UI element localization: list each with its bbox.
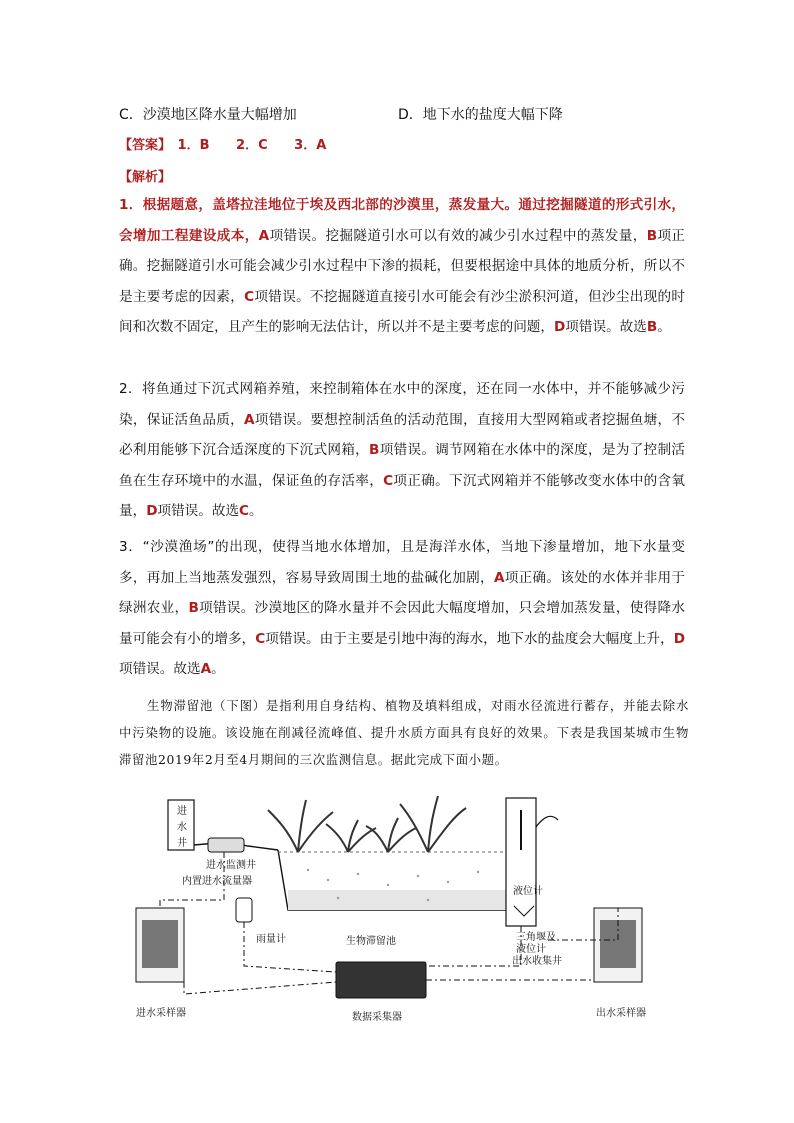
option-tag: C bbox=[255, 630, 266, 647]
option-tag: B bbox=[369, 442, 380, 459]
inlet-flowmeter-label: 内置进水流量器 bbox=[182, 876, 252, 887]
explanation-text: 3．“沙漠渔场”的出现，使得当地水体增加，且是海洋水体，当地下渗量增加，地下水量变多，再加上当地蒸发强烈，容易导致周围土地的盐碱化加剧， bbox=[119, 539, 685, 586]
rain-gauge-device bbox=[236, 898, 252, 922]
explanation-number: 1．根据题意，盖塔拉洼地位于埃及西北部的沙漠里，蒸发量大。通过挖掘隧道的形式引水，会增加工程建设成本， bbox=[119, 197, 685, 244]
option-c: C．沙漠地区降水量大幅增加 bbox=[119, 107, 297, 123]
option-tag: A bbox=[493, 569, 505, 586]
inlet-well-label-1: 进 bbox=[177, 806, 187, 817]
choice-tag: A bbox=[200, 661, 212, 678]
explanation-text: 项错误。挖掘隧道引水可以有效的减少引水过程中的蒸发量， bbox=[269, 227, 647, 244]
explanation-2 bbox=[119, 374, 685, 527]
outlet-sampler-label: 出水采样器 bbox=[596, 1008, 646, 1019]
option-d: D．地下水的盐度大幅下降 bbox=[398, 107, 563, 123]
pond-fill-layer bbox=[288, 890, 508, 910]
explanation-text: 项错误。故选 bbox=[119, 661, 201, 678]
data-logger-device bbox=[336, 962, 426, 998]
explanation-text: 项错误。由于主要是引地中海的海水，地下水的盐度会大幅度上升， bbox=[265, 630, 674, 647]
outlet-well-label: 出水收集井 bbox=[512, 956, 562, 967]
answer-item-2: 2．C bbox=[236, 138, 268, 153]
explanation-text: 项错误。调节网箱在水体中的深度，是为了控制活鱼在生存环境中的水温，保证鱼的存活率， bbox=[119, 442, 685, 489]
explanation-text: 项错误。故选 bbox=[565, 319, 647, 336]
plants bbox=[268, 796, 466, 852]
option-tag: D bbox=[554, 319, 566, 336]
inlet-well-label-3: 井 bbox=[177, 838, 187, 849]
explanation-text: 项正确。该处的水体并非用于绿洲农业， bbox=[119, 569, 686, 617]
weir-label-1: 三角堰及 bbox=[516, 932, 556, 943]
question-intro: 生物滞留池（下图）是指利用自身结构、植物及填料组成，对雨水径流进行蓄存，并能去除水中污染物的设施。该设施在削减径流峰值、提升水质方面具有良好的效果。下表是我国某城市生物滞留池2019年2月至4月期间的三次监测信息。据此完成下面小题。 bbox=[119, 698, 689, 767]
explanation-text: 项正确。下沉式网箱并不能够改变水体中的含氧量， bbox=[119, 472, 686, 520]
explanation-text: 项错误。不挖掘隧道直接引水可能会有沙尘淤积河道，但沙尘出现的时间和次数不固定，且产生的影响无法估计，所以并不是主要考虑的问题， bbox=[119, 288, 686, 336]
inlet-monitor-device bbox=[208, 838, 244, 852]
answer-item-3: 3．A bbox=[294, 138, 327, 153]
weir-label-2: 液位计 bbox=[516, 944, 546, 955]
explanation-1 bbox=[119, 190, 685, 343]
explanation-3 bbox=[119, 532, 685, 685]
answer-item-1: 1．B bbox=[177, 138, 210, 153]
option-tag: D bbox=[673, 630, 686, 647]
explanation-text: 项错误。沙漠地区的降水量并不会因此大幅度增加，只会增加蒸发量，使得降水量可能会有小的增多， bbox=[119, 600, 685, 647]
sentence-end: 。 bbox=[657, 319, 671, 336]
pond-label: 生物滞留池 bbox=[346, 936, 396, 947]
answer-line bbox=[119, 134, 348, 153]
inlet-monitor-label: 进水监测井 bbox=[206, 860, 256, 871]
option-tag: A bbox=[258, 227, 270, 244]
explanation-text: 项错误。要想控制活鱼的活动范围，直接用大型网箱或者挖掘鱼塘，不必利用能够下沉合适深度的下沉式网箱， bbox=[119, 411, 686, 459]
option-tag: C bbox=[383, 472, 394, 489]
explanation-text: 2．将鱼通过下沉式网箱养殖，来控制箱体在水中的深度，还在同一水体中，并不能够减少污染，保证活鱼品质， bbox=[119, 381, 685, 428]
option-tag: B bbox=[646, 227, 658, 244]
analysis-label: 【解析】 bbox=[119, 170, 172, 185]
option-tag: A bbox=[243, 411, 255, 428]
rain-gauge-label: 雨量计 bbox=[256, 934, 286, 945]
sentence-end: 。 bbox=[211, 661, 225, 678]
option-tag: C bbox=[244, 288, 255, 305]
explanation-text: 项正确。挖掘隧道引水可能会减少引水过程中下渗的损耗，但要根据途中具体的地质分析，所以不是主要考虑的因素， bbox=[119, 227, 686, 305]
bioretention-diagram bbox=[128, 790, 668, 1026]
level-meter-label: 液位计 bbox=[513, 886, 543, 897]
inlet-sampler-label: 进水采样器 bbox=[136, 1008, 186, 1019]
inlet-well-label-2: 水 bbox=[177, 822, 187, 833]
choice-tag: C bbox=[239, 503, 250, 520]
option-tag: D bbox=[146, 503, 158, 520]
data-logger-label: 数据采集器 bbox=[352, 1012, 402, 1023]
answer-label: 【答案】 bbox=[119, 138, 172, 153]
explanation-text: 项错误。故选 bbox=[157, 503, 240, 520]
choice-tag: B bbox=[646, 319, 658, 336]
sentence-end: 。 bbox=[249, 503, 263, 520]
option-tag: B bbox=[188, 600, 199, 617]
